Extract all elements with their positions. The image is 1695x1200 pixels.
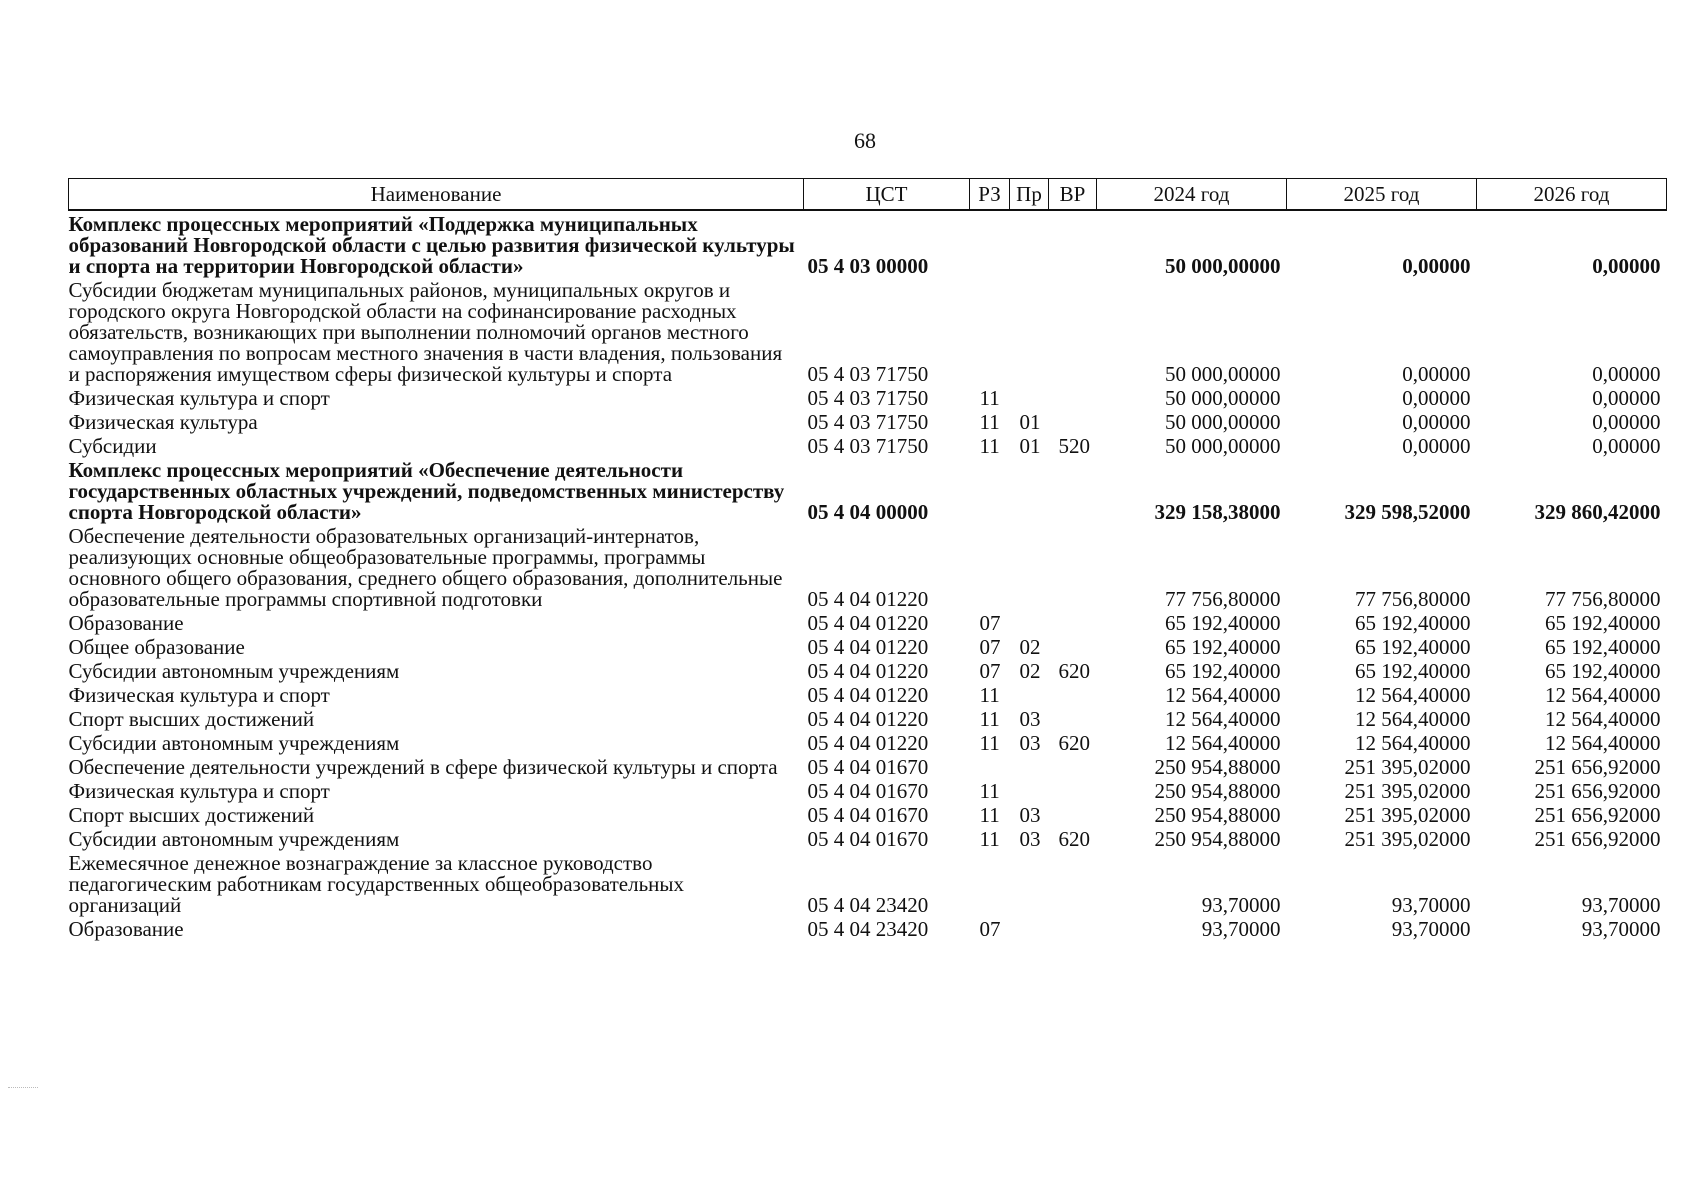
row-2024-cell: 77 756,80000: [1165, 587, 1281, 611]
row-vr-cell: [1049, 682, 1097, 706]
row-pr-cell: 02: [1019, 635, 1041, 659]
row-cst-cell: 05 4 04 01220: [807, 731, 929, 755]
row-rz-cell: 07: [979, 659, 1001, 683]
table-row: [69, 826, 1667, 850]
row-name-cell: Физическая культура: [68, 410, 258, 434]
row-2026-cell: 0,00000: [1592, 434, 1661, 458]
table-row: [69, 916, 1667, 940]
row-pr-cell: [1010, 778, 1049, 802]
table-row: [69, 706, 1667, 730]
row-2024-cell: 329 158,38000: [1154, 500, 1281, 524]
row-name-cell: Ежемесячное денежное вознаграждение за классное руководство педагогическим работникам государственных общеобразовательных организаций: [68, 851, 685, 917]
row-name-cell: Обеспечение деятельности образовательных организаций-интернатов, реализующих основные общеобразовательные программы, программы основного общего образования, среднего общего образования, дополнительные образовательные программы спортивной подготовки: [68, 524, 783, 611]
row-2025-cell: 77 756,80000: [1355, 587, 1471, 611]
table-row: [69, 850, 1667, 916]
row-2024-cell: 250 954,88000: [1154, 779, 1281, 803]
row-cst-cell: 05 4 04 01670: [807, 779, 929, 803]
row-pr-cell: [1010, 210, 1049, 277]
table-row: [69, 277, 1667, 385]
row-pr-cell: 01: [1019, 410, 1041, 434]
row-2026-cell: 0,00000: [1592, 410, 1661, 434]
row-pr-cell: [1010, 610, 1049, 634]
row-name-cell: Комплекс процессных мероприятий «Поддержка муниципальных образований Новгородской области с целью развития физической культуры и спорта на территории Новгородской области»: [68, 212, 795, 278]
row-vr-cell: [1049, 916, 1097, 940]
row-2024-cell: 65 192,40000: [1165, 635, 1281, 659]
row-cst-cell: 05 4 04 01220: [807, 683, 929, 707]
table-row: [69, 754, 1667, 778]
row-2024-cell: 50 000,00000: [1165, 386, 1281, 410]
row-2024-cell: 250 954,88000: [1154, 755, 1281, 779]
row-vr-cell: 620: [1058, 827, 1090, 851]
row-rz-cell: [970, 277, 1010, 385]
row-cst-cell: 05 4 04 01220: [807, 707, 929, 731]
row-2025-cell: 65 192,40000: [1355, 635, 1471, 659]
header-name: Наименование: [69, 179, 804, 211]
row-rz-cell: [970, 210, 1010, 277]
table-row: [69, 802, 1667, 826]
row-2026-cell: 251 656,92000: [1534, 755, 1661, 779]
row-rz-cell: 11: [979, 683, 1000, 707]
budget-table: [68, 178, 1667, 940]
row-name-cell: Комплекс процессных мероприятий «Обеспечение деятельности государственных областных учреждений, подведомственных министерству спорта Новгородской области»: [68, 458, 785, 524]
row-pr-cell: 03: [1019, 731, 1041, 755]
row-rz-cell: 11: [979, 707, 1000, 731]
row-vr-cell: [1049, 802, 1097, 826]
row-cst-cell: 05 4 03 71750: [807, 362, 929, 386]
row-vr-cell: [1049, 210, 1097, 277]
row-vr-cell: [1049, 634, 1097, 658]
header-2025: 2025 год: [1287, 179, 1477, 211]
table-row: [69, 682, 1667, 706]
row-pr-cell: [1010, 850, 1049, 916]
row-vr-cell: [1049, 457, 1097, 523]
row-vr-cell: [1049, 754, 1097, 778]
scan-artifact: [8, 1087, 38, 1088]
row-rz-cell: [970, 754, 1010, 778]
row-cst-cell: 05 4 03 71750: [807, 434, 929, 458]
header-vr: ВР: [1049, 179, 1097, 211]
row-rz-cell: [970, 523, 1010, 610]
table-row: [69, 730, 1667, 754]
row-2026-cell: 251 656,92000: [1534, 827, 1661, 851]
table-row: [69, 523, 1667, 610]
row-2025-cell: 251 395,02000: [1344, 827, 1471, 851]
header-cst: ЦСТ: [804, 179, 970, 211]
row-2024-cell: 12 564,40000: [1165, 683, 1281, 707]
row-cst-cell: 05 4 04 01670: [807, 755, 929, 779]
row-pr-cell: 03: [1019, 827, 1041, 851]
row-2026-cell: 77 756,80000: [1545, 587, 1661, 611]
row-rz-cell: [970, 850, 1010, 916]
row-2026-cell: 93,70000: [1581, 917, 1661, 941]
row-pr-cell: [1010, 682, 1049, 706]
row-cst-cell: 05 4 04 01220: [807, 611, 929, 635]
row-name-cell: Субсидии автономным учреждениям: [68, 827, 400, 851]
row-2025-cell: 251 395,02000: [1344, 803, 1471, 827]
row-cst-cell: 05 4 04 01670: [807, 827, 929, 851]
row-2024-cell: 93,70000: [1201, 917, 1281, 941]
row-2026-cell: 251 656,92000: [1534, 803, 1661, 827]
row-name-cell: Субсидии: [68, 434, 157, 458]
row-pr-cell: [1010, 277, 1049, 385]
row-2025-cell: 93,70000: [1391, 917, 1471, 941]
table-row: [69, 658, 1667, 682]
header-2026: 2026 год: [1477, 179, 1667, 211]
row-rz-cell: [970, 457, 1010, 523]
row-2024-cell: 50 000,00000: [1165, 362, 1281, 386]
row-name-cell: Физическая культура и спорт: [68, 386, 330, 410]
row-vr-cell: [1049, 277, 1097, 385]
row-2024-cell: 65 192,40000: [1165, 659, 1281, 683]
row-2026-cell: 12 564,40000: [1545, 707, 1661, 731]
row-2025-cell: 0,00000: [1402, 410, 1471, 434]
row-2025-cell: 329 598,52000: [1344, 500, 1471, 524]
row-vr-cell: [1049, 610, 1097, 634]
row-rz-cell: 11: [979, 434, 1000, 458]
row-pr-cell: 01: [1019, 434, 1041, 458]
row-cst-cell: 05 4 03 71750: [807, 386, 929, 410]
row-2026-cell: 93,70000: [1581, 893, 1661, 917]
row-pr-cell: 02: [1019, 659, 1041, 683]
row-2025-cell: 12 564,40000: [1355, 731, 1471, 755]
row-vr-cell: [1049, 706, 1097, 730]
row-2024-cell: 12 564,40000: [1165, 731, 1281, 755]
row-name-cell: Спорт высших достижений: [68, 803, 315, 827]
row-2026-cell: 0,00000: [1592, 254, 1661, 278]
table-row: [69, 634, 1667, 658]
row-pr-cell: [1010, 754, 1049, 778]
row-2026-cell: 0,00000: [1592, 386, 1661, 410]
row-cst-cell: 05 4 04 00000: [807, 500, 929, 524]
row-2026-cell: 12 564,40000: [1545, 731, 1661, 755]
row-2024-cell: 50 000,00000: [1165, 410, 1281, 434]
row-name-cell: Субсидии бюджетам муниципальных районов, муниципальных округов и городского округа Новгородской области на софинансирование расходных обязательств, возникающих при выполнении полномочий органов местного самоуправления по вопросам местного значения в части владения, пользования и распоряжения имуществом сферы физической культуры и спорта: [68, 278, 783, 386]
row-name-cell: Субсидии автономным учреждениям: [68, 731, 400, 755]
row-pr-cell: [1010, 916, 1049, 940]
row-2025-cell: 0,00000: [1402, 434, 1471, 458]
row-2025-cell: 0,00000: [1402, 386, 1471, 410]
row-2025-cell: 65 192,40000: [1355, 611, 1471, 635]
row-2025-cell: 0,00000: [1402, 254, 1471, 278]
row-2026-cell: 12 564,40000: [1545, 683, 1661, 707]
row-rz-cell: 11: [979, 731, 1000, 755]
row-cst-cell: 05 4 04 01670: [807, 803, 929, 827]
table-row: [69, 778, 1667, 802]
row-name-cell: Образование: [68, 917, 184, 941]
row-2026-cell: 0,00000: [1592, 362, 1661, 386]
row-pr-cell: [1010, 385, 1049, 409]
row-name-cell: Спорт высших достижений: [68, 707, 315, 731]
row-cst-cell: 05 4 04 01220: [807, 587, 929, 611]
row-vr-cell: [1049, 385, 1097, 409]
row-name-cell: Физическая культура и спорт: [68, 683, 330, 707]
row-vr-cell: 620: [1058, 659, 1090, 683]
row-2024-cell: 50 000,00000: [1165, 254, 1281, 278]
row-2026-cell: 251 656,92000: [1534, 779, 1661, 803]
row-2025-cell: 12 564,40000: [1355, 707, 1471, 731]
row-2026-cell: 329 860,42000: [1534, 500, 1661, 524]
row-2025-cell: 93,70000: [1391, 893, 1471, 917]
row-2025-cell: 251 395,02000: [1344, 779, 1471, 803]
row-2025-cell: 251 395,02000: [1344, 755, 1471, 779]
row-vr-cell: 520: [1058, 434, 1090, 458]
row-2026-cell: 65 192,40000: [1545, 635, 1661, 659]
table-row: [69, 385, 1667, 409]
row-rz-cell: 11: [979, 827, 1000, 851]
row-rz-cell: 11: [979, 386, 1000, 410]
row-pr-cell: [1010, 457, 1049, 523]
row-2024-cell: 65 192,40000: [1165, 611, 1281, 635]
row-rz-cell: 11: [979, 410, 1000, 434]
page-number: 68: [854, 128, 876, 153]
row-pr-cell: 03: [1019, 707, 1041, 731]
header-pr: Пр: [1010, 179, 1049, 211]
row-name-cell: Образование: [68, 611, 184, 635]
row-cst-cell: 05 4 04 23420: [807, 893, 929, 917]
row-cst-cell: 05 4 04 01220: [807, 659, 929, 683]
table-row: [69, 610, 1667, 634]
row-name-cell: Субсидии автономным учреждениям: [68, 659, 400, 683]
table-row: [69, 433, 1667, 457]
table-row: [69, 457, 1667, 523]
row-rz-cell: 07: [979, 635, 1001, 659]
row-name-cell: Общее образование: [68, 635, 245, 659]
row-rz-cell: 11: [979, 779, 1000, 803]
row-pr-cell: 03: [1019, 803, 1041, 827]
header-rz: РЗ: [970, 179, 1010, 211]
row-2024-cell: 250 954,88000: [1154, 827, 1281, 851]
row-name-cell: Обеспечение деятельности учреждений в сфере физической культуры и спорта: [68, 755, 778, 779]
row-rz-cell: 07: [979, 611, 1001, 635]
row-2024-cell: 250 954,88000: [1154, 803, 1281, 827]
header-2024: 2024 год: [1097, 179, 1287, 211]
table-header: [69, 179, 1667, 211]
row-pr-cell: [1010, 523, 1049, 610]
row-2024-cell: 50 000,00000: [1165, 434, 1281, 458]
table-row: [69, 210, 1667, 277]
row-2024-cell: 12 564,40000: [1165, 707, 1281, 731]
row-vr-cell: 620: [1058, 731, 1090, 755]
table-body: [69, 210, 1667, 940]
row-cst-cell: 05 4 03 71750: [807, 410, 929, 434]
row-cst-cell: 05 4 03 00000: [807, 254, 929, 278]
row-vr-cell: [1049, 409, 1097, 433]
row-rz-cell: 11: [979, 803, 1000, 827]
row-vr-cell: [1049, 778, 1097, 802]
row-vr-cell: [1049, 850, 1097, 916]
row-rz-cell: 07: [979, 917, 1001, 941]
row-2025-cell: 12 564,40000: [1355, 683, 1471, 707]
row-vr-cell: [1049, 523, 1097, 610]
row-2024-cell: 93,70000: [1201, 893, 1281, 917]
row-2026-cell: 65 192,40000: [1545, 659, 1661, 683]
row-name-cell: Физическая культура и спорт: [68, 779, 330, 803]
row-cst-cell: 05 4 04 23420: [807, 917, 929, 941]
row-2025-cell: 65 192,40000: [1355, 659, 1471, 683]
table-row: [69, 409, 1667, 433]
row-cst-cell: 05 4 04 01220: [807, 635, 929, 659]
row-2025-cell: 0,00000: [1402, 362, 1471, 386]
row-2026-cell: 65 192,40000: [1545, 611, 1661, 635]
